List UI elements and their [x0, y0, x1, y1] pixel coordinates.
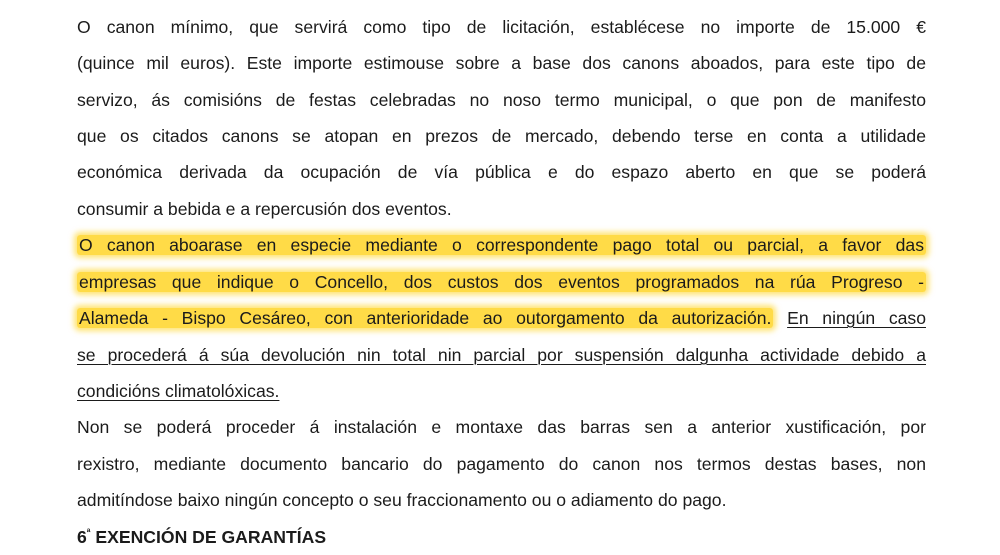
underlined-text: En ningún caso [787, 308, 926, 328]
paragraph-1-line-5: económica derivada da ocupación de vía pública e do espazo aberto en que se poderá [77, 162, 926, 182]
paragraph-2-line-4 [77, 338, 926, 372]
paragraph-3-line-2: rexistro, mediante documento bancario do pagamento do canon nos termos destas bases, non [77, 454, 926, 474]
highlighted-text: empresas que indique o Concello, dos custos dos eventos programados na rúa Progreso - [79, 272, 924, 292]
paragraph-1-line-4: que os citados canons se atopan en prezos de mercado, debendo terse en conta a utilidade [77, 126, 926, 146]
underlined-text: condicións climatolóxicas. [77, 381, 280, 401]
paragraph-3-line-1: Non se poderá proceder á instalación e montaxe das barras sen a anterior xustificación, por [77, 417, 926, 437]
section-number: 6 [77, 527, 87, 547]
paragraph-1-line-1: O canon mínimo, que servirá como tipo de licitación, establécese no importe de 15.000 € [77, 17, 926, 37]
paragraph-1-line-3: servizo, ás comisións de festas celebradas no noso termo municipal, o que pon de manifesto [77, 90, 926, 110]
paragraph-2-line-2 [77, 265, 926, 299]
section-title: EXENCIÓN DE GARANTÍAS [95, 527, 327, 547]
section-ordinal: ª [86, 528, 91, 540]
highlighted-text: Alameda - Bispo Cesáreo, con anterioridade ao outorgamento da autorización. [79, 308, 772, 328]
highlighted-text: O canon aboarase en especie mediante o correspondente pago total ou parcial, a favor das [79, 235, 924, 255]
paragraph-2-line-5 [77, 374, 926, 408]
paragraph-2-line-3 [77, 301, 926, 335]
paragraph-1-line-6: consumir a bebida e a repercusión dos eventos. [77, 199, 452, 219]
paragraph-3-line-3: admitíndose baixo ningún concepto o seu fraccionamento ou o adiamento do pago. [77, 490, 727, 510]
paragraph-2-line-1 [77, 228, 926, 262]
section-heading [77, 520, 326, 554]
paragraph-1-line-2: (quince mil euros). Este importe estimouse sobre a base dos canons aboados, para este tipo de [77, 53, 926, 73]
underlined-text: se procederá á súa devolución nin total nin parcial por suspensión dalgunha actividade debido a [77, 345, 926, 365]
